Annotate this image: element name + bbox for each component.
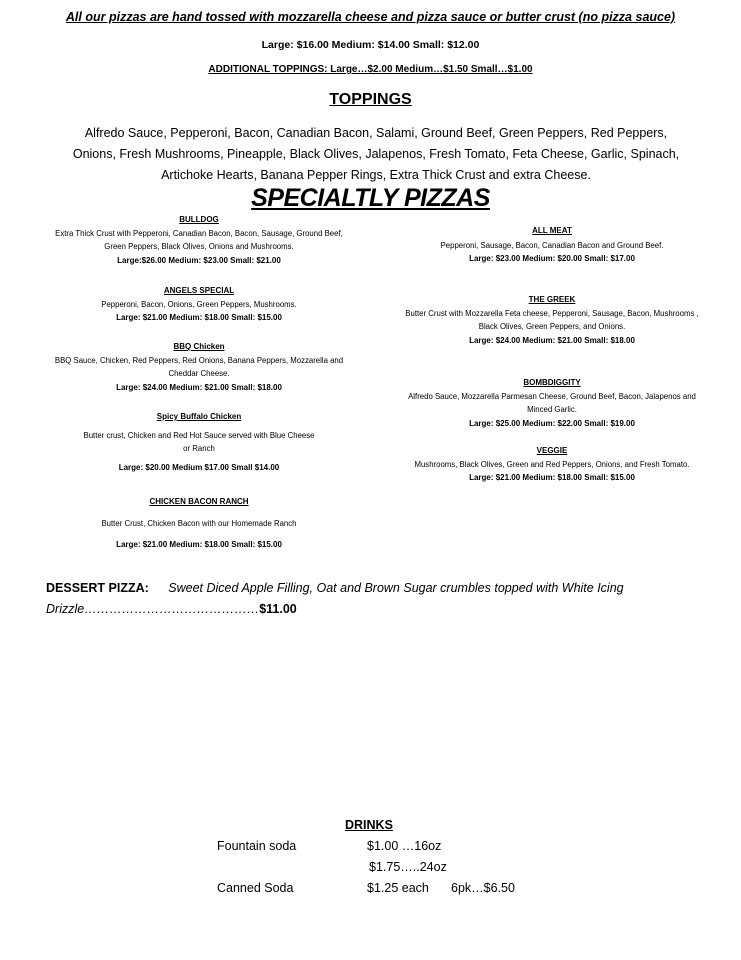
fountain-soda-price-24oz: $1.75…..24oz — [369, 860, 447, 874]
pizza-description: Minced Garlic. — [527, 405, 577, 414]
toppings-list — [70, 123, 682, 186]
dessert-pizza — [46, 578, 706, 620]
pizza-bulldog — [24, 213, 374, 267]
pizza-description: Green Peppers, Black Olives, Onions and Mushrooms. — [104, 242, 294, 251]
dessert-price: $11.00 — [259, 602, 297, 616]
header-note: All our pizzas are hand tossed with mozzarella cheese and pizza sauce or butter crust (no pizza sauce) — [65, 10, 676, 24]
pizza-description: Mushrooms, Black Olives, Green and Red Peppers, Onions, and Fresh Tomato. — [414, 459, 690, 469]
base-prices: Large: $16.00 Medium: $14.00 Small: $12.00 — [261, 39, 480, 51]
drinks-title: DRINKS — [345, 818, 393, 832]
pizza-name: BULLDOG — [179, 215, 219, 224]
pizza-bbq-chicken — [24, 340, 374, 394]
pizza-price: Large: $25.00 Medium: $22.00 Small: $19.00 — [469, 418, 635, 428]
pizza-angels-special — [24, 284, 374, 325]
pizza-price: Large:$26.00 Medium: $23.00 Small: $21.00 — [117, 255, 281, 265]
pizza-price: Large: $24.00 Medium: $21.00 Small: $18.00 — [469, 335, 635, 345]
toppings-line: Artichoke Hearts, Banana Pepper Rings, Extra Thick Crust and extra Cheese. — [161, 168, 591, 182]
additional-toppings-prices: ADDITIONAL TOPPINGS: Large…$2.00 Medium…$1.50 Small…$1.00 — [208, 64, 533, 75]
pizza-price: Large: $21.00 Medium: $18.00 Small: $15.00 — [469, 473, 635, 482]
pizza-description: Cheddar Cheese. — [168, 369, 230, 378]
pizza-chicken-bacon-ranch — [24, 495, 374, 552]
pizza-name: CHICKEN BACON RANCH — [149, 497, 249, 506]
pizza-name: BOMBDIGGITY — [523, 378, 581, 387]
pizza-name: VEGGIE — [536, 446, 568, 455]
pizza-description: Black Olives, Green Peppers, and Onions. — [478, 322, 626, 331]
pizza-description: Butter Crust with Mozzarella Feta cheese, Pepperoni, Sausage, Bacon, Mushrooms , — [405, 308, 699, 318]
pizza-veggie — [380, 444, 724, 485]
pizza-price: Large: $21.00 Medium: $18.00 Small: $15.00 — [116, 540, 282, 549]
pizza-price: Large: $21.00 Medium: $18.00 Small: $15.00 — [116, 313, 282, 322]
canned-soda-label: Canned Soda — [217, 881, 294, 895]
pizza-name: ANGELS SPECIAL — [163, 286, 235, 295]
pizza-name: ALL MEAT — [532, 226, 572, 235]
pizza-name: BBQ Chicken — [173, 342, 225, 351]
pizza-description: Pepperoni, Bacon, Onions, Green Peppers, Mushrooms. — [101, 299, 297, 309]
toppings-line: Alfredo Sauce, Pepperoni, Bacon, Canadian Bacon, Salami, Ground Beef, Green Peppers, Red Peppers, — [84, 126, 668, 140]
dessert-description-cont: Drizzle…………………………………… — [46, 602, 260, 616]
toppings-title: TOPPINGS — [329, 91, 412, 108]
pizza-all-meat — [380, 224, 724, 266]
pizza-name: THE GREEK — [528, 295, 576, 304]
toppings-line: Onions, Fresh Mushrooms, Pineapple, Black Olives, Jalapenos, Fresh Tomato, Feta Cheese, Garlic, Spinach, — [72, 147, 680, 161]
pizza-the-greek — [380, 293, 724, 347]
fountain-soda-price-16oz: $1.00 …16oz — [367, 839, 442, 853]
pizza-description: or Ranch — [183, 444, 215, 453]
pizza-name: Spicy Buffalo Chicken — [156, 412, 242, 421]
fountain-soda-label: Fountain soda — [217, 839, 297, 853]
pizza-bombdiggity — [380, 376, 724, 430]
canned-soda-price: $1.25 each — [367, 881, 429, 895]
dessert-label: DESSERT PIZZA: — [46, 581, 149, 595]
pizza-description: BBQ Sauce, Chicken, Red Peppers, Red Onions, Banana Peppers, Mozzarella and — [54, 355, 344, 365]
pizza-price: Large: $20.00 Medium $17.00 Small $14.00 — [118, 462, 280, 472]
pizza-description: Butter crust, Chicken and Red Hot Sauce served with Blue Cheese — [83, 430, 315, 440]
specialty-pizzas-title: SPECIALTLY PIZZAS — [251, 184, 490, 212]
pizza-price: Large: $24.00 Medium: $21.00 Small: $18.00 — [116, 382, 282, 392]
dessert-description: Sweet Diced Apple Filling, Oat and Brown Sugar crumbles topped with White Icing — [168, 581, 624, 595]
canned-soda-6pk-price: 6pk…$6.50 — [451, 881, 515, 895]
pizza-description: Extra Thick Crust with Pepperoni, Canadian Bacon, Bacon, Sausage, Ground Beef, — [55, 228, 343, 238]
pizza-description: Pepperoni, Sausage, Bacon, Canadian Bacon and Ground Beef. — [440, 240, 664, 250]
pizza-description: Butter Crust, Chicken Bacon with our Homemade Ranch — [101, 518, 297, 528]
pizza-spicy-buffalo-chicken — [24, 410, 374, 474]
pizza-description: Alfredo Sauce, Mozzarella Parmesan Cheese, Ground Beef, Bacon, Jalapenos and — [408, 391, 696, 401]
pizza-price: Large: $23.00 Medium: $20.00 Small: $17.00 — [469, 254, 635, 263]
